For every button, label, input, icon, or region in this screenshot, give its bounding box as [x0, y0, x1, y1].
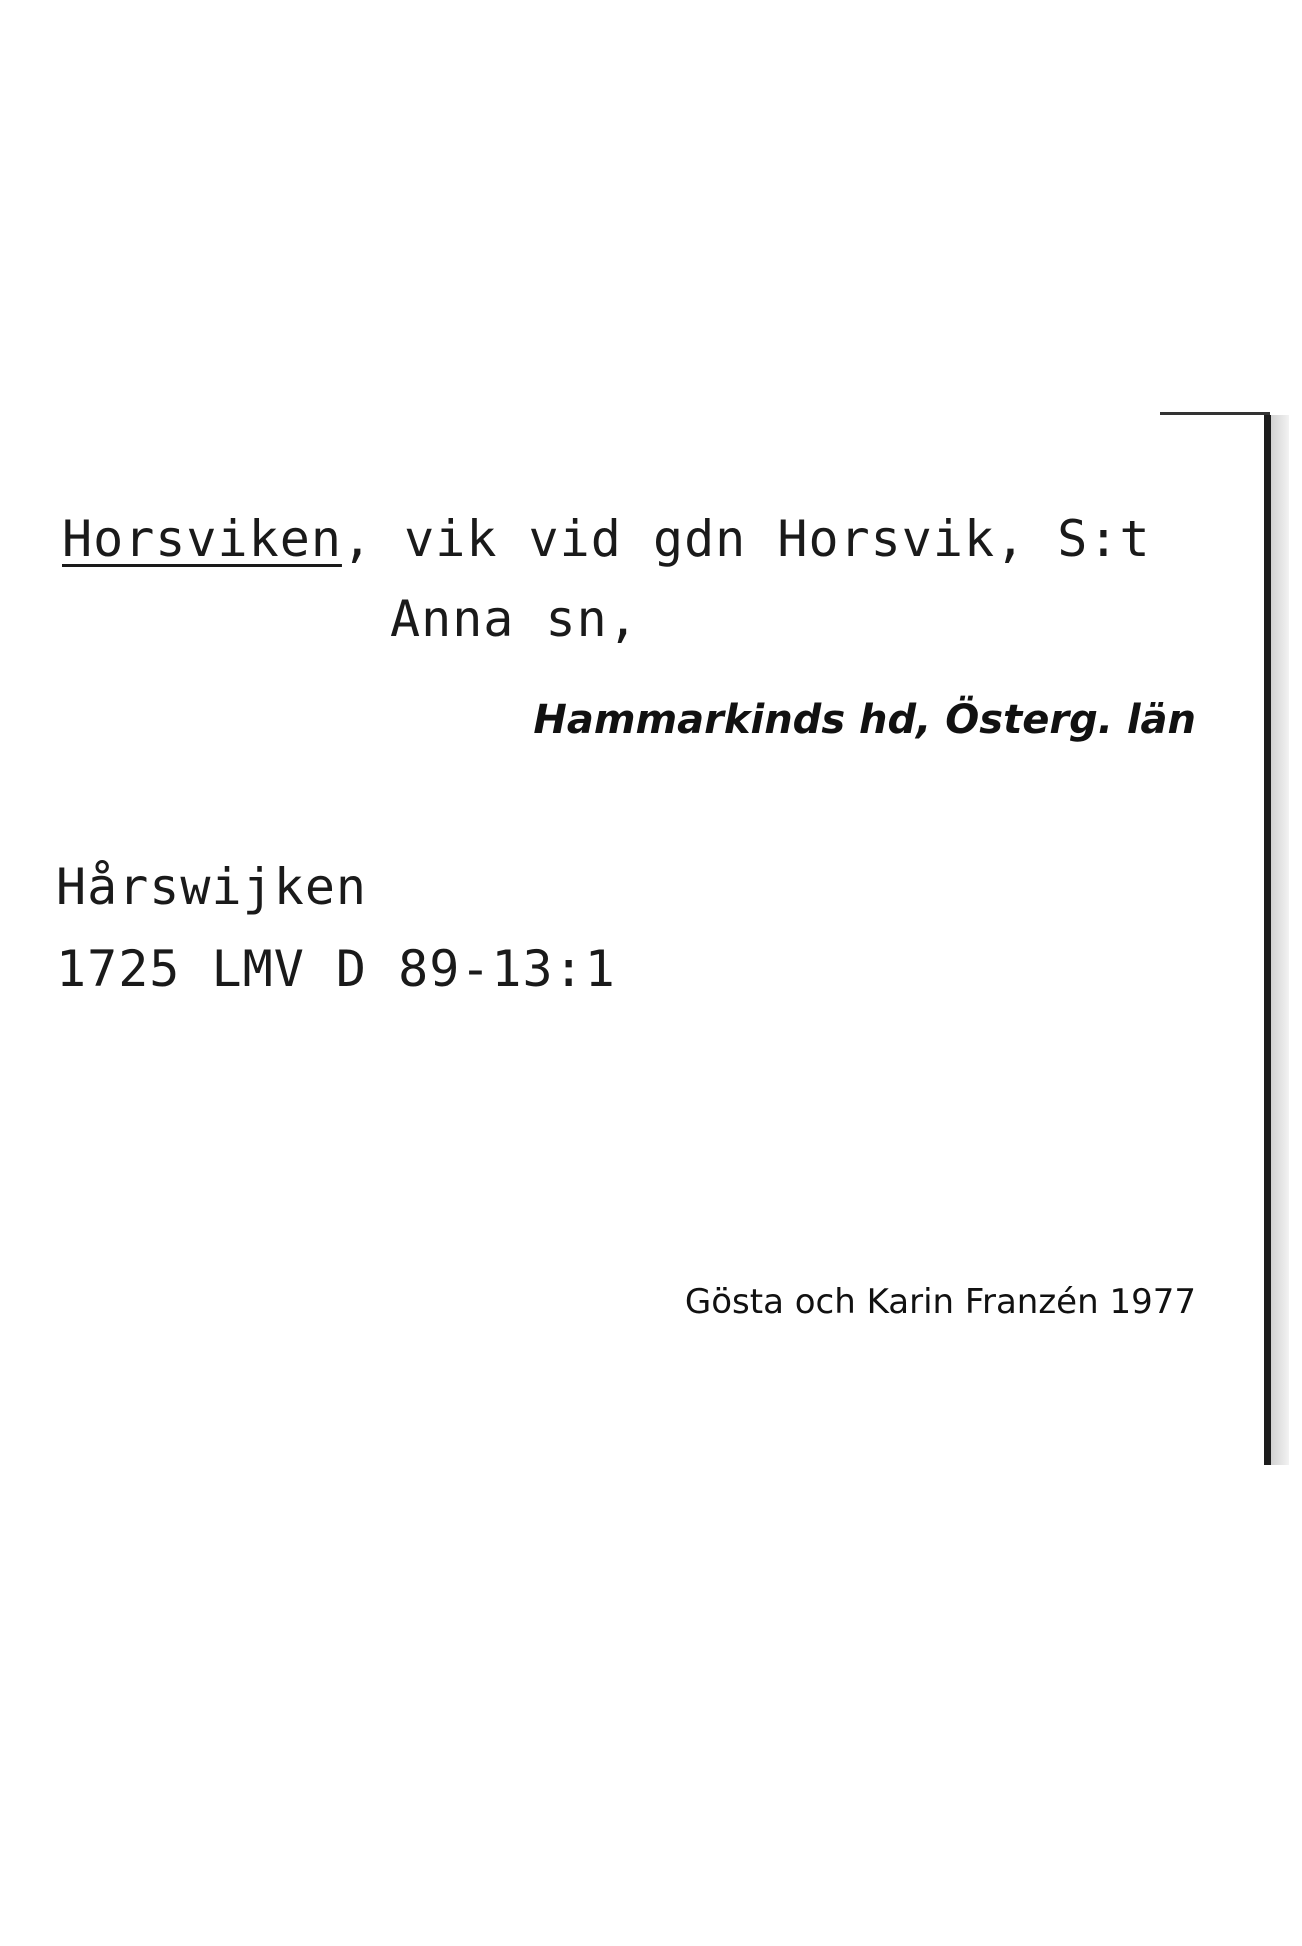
historical-form: Hårswijken [56, 858, 368, 916]
entry-description: , vik vid gdn Horsvik, S:t [341, 510, 1151, 568]
source-reference: 1725 LMV D 89-13:1 [56, 940, 616, 998]
card-edge-top-line [1160, 412, 1270, 415]
entry-line-2: Anna sn, [390, 590, 639, 648]
credit-line: Gösta och Karin Franzén 1977 [684, 1282, 1196, 1322]
card-edge-bar [1264, 415, 1271, 1465]
headword: Horsviken [62, 510, 342, 568]
entry-line-1 [62, 510, 1151, 568]
card-edge-shadow [1271, 415, 1289, 1465]
region-label: Hammarkinds hd, Österg. län [533, 697, 1196, 743]
